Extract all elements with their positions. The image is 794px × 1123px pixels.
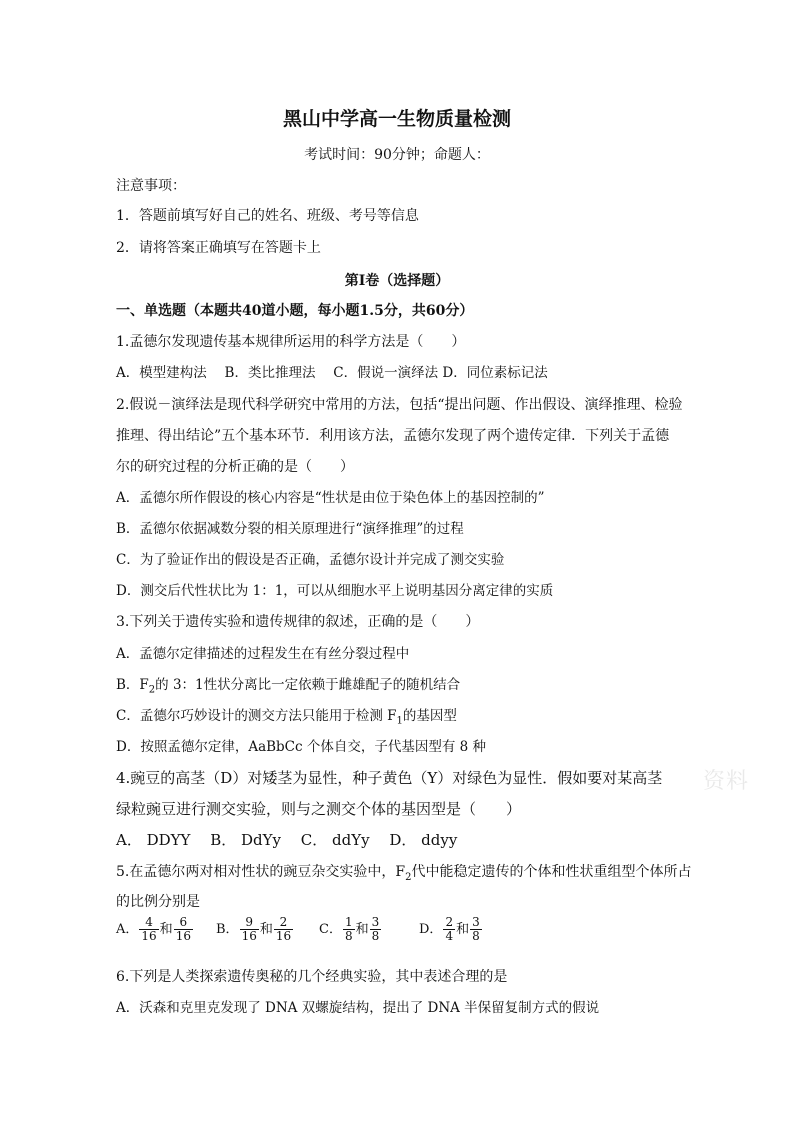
question-4-options: A． DDYY B． DdYy C． ddYy D． ddyy (116, 831, 458, 849)
question-2-option-b: B．孟德尔依据减数分裂的相关原理进行“演绎推理”的过程 (116, 521, 464, 537)
question-5-option-d: D． $\frac{2}{4}$ 和 $\frac{3}{8}$ (419, 915, 480, 943)
page-title: 黑山中学高一生物质量检测 (282, 108, 511, 130)
note-item: 1．答题前填写好自己的姓名、班级、考号等信息 (116, 208, 419, 224)
question-5-option-a: A． $\frac{4}{16}$ 和 $\frac{6}{16}$ (116, 915, 191, 943)
question-3-option-c: C．孟德尔巧妙设计的测交方法只能用于检测 $F_1$的基因型 (116, 708, 457, 727)
notes-heading: 注意事项： (116, 178, 186, 194)
fraction: $\frac{4}{16}$ (141, 915, 157, 943)
watermark: 资料 (703, 769, 750, 794)
question-3-option-a: A．孟德尔定律描述的过程发生在有丝分裂过程中 (116, 646, 410, 662)
fraction: $\frac{2}{4}$ (445, 915, 454, 943)
question-2-option-d: D．测交后代性状比为 1：1，可以从细胞水平上说明基因分离定律的实质 (116, 583, 554, 599)
exam-info: 考试时间：90分钟；命题人： (304, 147, 490, 163)
section-title: 第I卷（选择题） (344, 273, 450, 289)
question-5-stem: 5.在孟德尔两对相对性状的豌豆杂交实验中，$F_2$代中能稳定遗传的个体和性状重组型个体所占 (116, 864, 692, 883)
question-5-option-c: C． $\frac{1}{8}$ 和 $\frac{3}{8}$ (319, 915, 380, 943)
question-4-stem-line: 绿粒豌豆进行测交实验，则与之测交个体的基因型是（ ） (116, 800, 522, 818)
note-item: 2．请将答案正确填写在答题卡上 (116, 240, 321, 256)
question-3-option-b: B．$F_2$的 3：1性状分离比一定依赖于雌雄配子的随机结合 (116, 677, 461, 696)
question-5-stem-line2: 的比例分别是 (116, 894, 200, 910)
question-2-option-c: C．为了验证作出的假设是否正确，孟德尔设计并完成了测交实验 (116, 552, 505, 568)
question-1-stem: 1.孟德尔发现遗传基本规律所运用的科学方法是（ ） (116, 334, 466, 350)
fraction: $\frac{6}{16}$ (175, 915, 191, 943)
question-6-option-a: A．沃森和克里克发现了 DNA 双螺旋结构，提出了 DNA 半保留复制方式的假说 (116, 1000, 600, 1016)
question-2-stem-line: 尔的研究过程的分析正确的是（ ） (116, 459, 354, 475)
question-6-stem: 6.下列是人类探索遗传奥秘的几个经典实验，其中表述合理的是 (116, 969, 508, 985)
question-1-options: A．模型建构法 B．类比推理法 C．假说一演绎法 D．同位素标记法 (116, 365, 548, 381)
fraction: $\frac{3}{8}$ (472, 915, 480, 943)
question-5-option-b: B． $\frac{9}{16}$ 和 $\frac{2}{16}$ (216, 915, 292, 943)
fraction: $\frac{9}{16}$ (241, 915, 257, 943)
question-2-option-a: A．孟德尔所作假设的核心内容是“性状是由位于染色体上的基因控制的” (116, 490, 545, 506)
fraction: $\frac{1}{8}$ (344, 915, 353, 943)
question-3-stem: 3.下列关于遗传实验和遗传规律的叙述，正确的是（ ） (116, 614, 480, 630)
question-4-stem-line: 4.豌豆的高茎（D）对矮茎为显性，种子黄色（Y）对绿色为显性．假如要对某高茎 (116, 769, 663, 787)
question-2-stem-line: 2.假说－演绎法是现代科学研究中常用的方法，包括“提出问题、作出假设、演绎推理、检验 (116, 397, 683, 413)
part-heading: 一、单选题（本题共40道小题，每小题1.5分，共60分） (116, 303, 474, 319)
question-2-stem-line: 推理、得出结论”五个基本环节．利用该方法，孟德尔发现了两个遗传定律．下列关于孟德 (116, 428, 670, 444)
question-3-option-d: D．按照孟德尔定律，AaBbCc 个体自交，子代基因型有 8 种 (116, 739, 487, 755)
fraction: $\frac{3}{8}$ (371, 915, 380, 943)
fraction: $\frac{2}{16}$ (275, 915, 292, 943)
